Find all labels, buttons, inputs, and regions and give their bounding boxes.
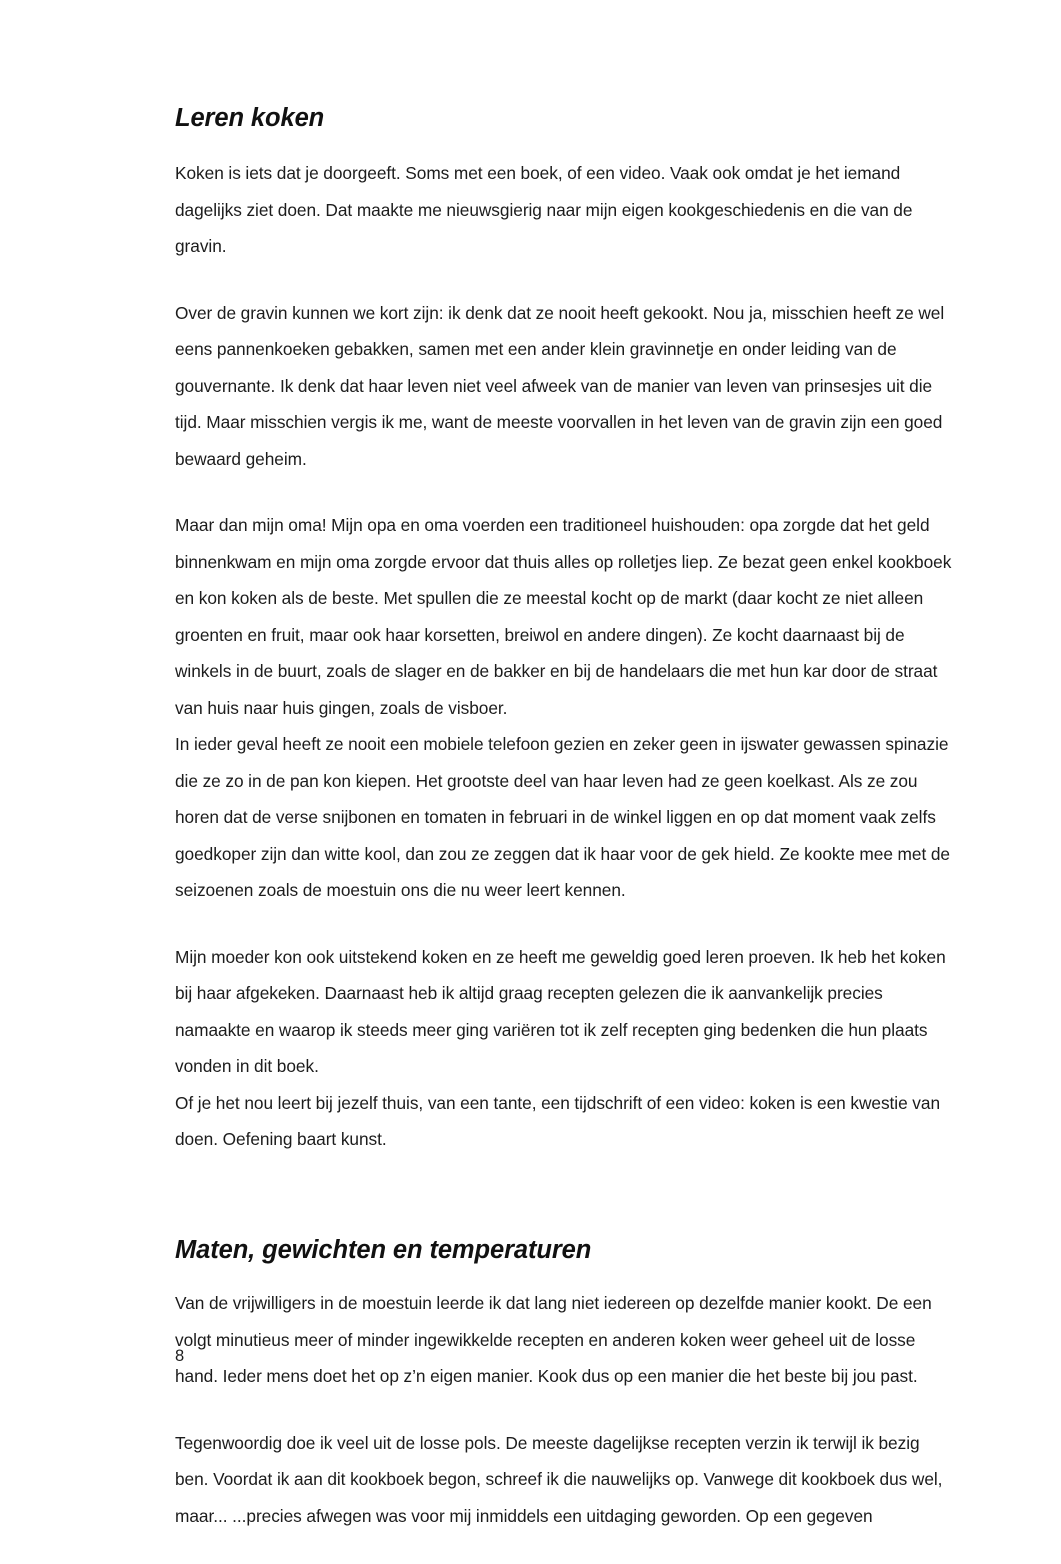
page-content [175, 104, 957, 1564]
paragraph-koken-doorgeeft: Koken is iets dat je doorgeeft. Soms met een boek, of een video. Vaak ook omdat je het iemand dagelijks ziet doen. Dat maakte me nieuwsgierig naar mijn eigen kookgeschiedenis en die van de gravin. [175, 163, 913, 257]
page-number: 8 [175, 1347, 185, 1365]
section-heading-maten-gewichten-en-temperaturen: Maten, gewichten en temperaturen [175, 1235, 592, 1264]
paragraph-losse-pols: Tegenwoordig doe ik veel uit de losse pols. De meeste dagelijkse recepten verzin ik terwijl ik bezig ben. Voordat ik aan dit kookboek begon, schreef ik die nauwelijks op. Vanwege dit kookboek dus wel, maar... ...precies afwegen was voor mij inmiddels een uitdaging geworden. Op een gegeven [175, 1432, 943, 1526]
paragraph-over-de-gravin: Over de gravin kunnen we kort zijn: ik denk dat ze nooit heeft gekookt. Nou ja, misschien heeft ze wel eens pannenkoeken gebakken, samen met een ander klein gravinnetje en onder leiding van de gouvernante. Ik denk dat haar leven niet veel afweek van de manier van leven van prinsesjes uit die tijd. Maar misschien vergis ik me, want de meeste voorvallen in het leven van de gravin zijn een goed bewaard geheim. [175, 302, 945, 469]
paragraph-vrijwilligers-moestuin: Van de vrijwilligers in de moestuin leerde ik dat lang niet iedereen op dezelfde manier kookt. De een volgt minutieus meer of minder ingewikkelde recepten en anderen koken weer geheel uit de losse hand. Ieder mens doet het op z’n eigen manier. Kook dus op een manier die het beste bij jou past. [175, 1293, 932, 1387]
section-heading-leren-koken: Leren koken [175, 104, 325, 132]
paragraph-mijn-oma: Maar dan mijn oma! Mijn opa en oma voerden een traditioneel huishouden: opa zorgde dat het geld binnenkwam en mijn oma zorgde ervoor dat thuis alles op rolletjes liep. Ze bezat geen enkel kookboek en kon koken als de beste. Met spullen die ze meestal kocht op de markt (daar kocht ze niet alleen groenten en fruit, maar ook haar korsetten, breiwol en andere dingen). Ze kocht daarnaast bij de winkels in de buurt, zoals de slager en de bakker en bij de handelaars die met hun kar door de straat van huis naar huis gingen, zoals de visboer. [175, 515, 952, 718]
paragraph-mijn-moeder: Mijn moeder kon ook uitstekend koken en ze heeft me geweldig goed leren proeven. Ik heb het koken bij haar afgekeken. Daarnaast heb ik altijd graag recepten gelezen die ik aanvankelijk precies namaakte en waarop ik steeds meer ging variëren tot ik zelf recepten ging bedenken die hun plaats vonden in dit boek. [175, 946, 946, 1077]
paragraph-oefening-baart-kunst: Of je het nou leert bij jezelf thuis, van een tante, een tijdschrift of een video: koken is een kwestie van doen. Oefening baart kunst. [175, 1092, 941, 1150]
paragraph-mobiele-telefoon: In ieder geval heeft ze nooit een mobiele telefoon gezien en zeker geen in ijswater gewassen spinazie die ze zo in de pan kon kiepen. Het grootste deel van haar leven had ze geen koelkast. Als ze zou horen dat de verse snijbonen en tomaten in februari in de winkel liggen en op dat moment vaak zelfs goedkoper zijn dan witte kool, dan zou ze zeggen dat ik haar voor de gek hield. Ze kookte mee met de seizoenen zoals de moestuin ons die nu weer leert kennen. [175, 734, 950, 901]
